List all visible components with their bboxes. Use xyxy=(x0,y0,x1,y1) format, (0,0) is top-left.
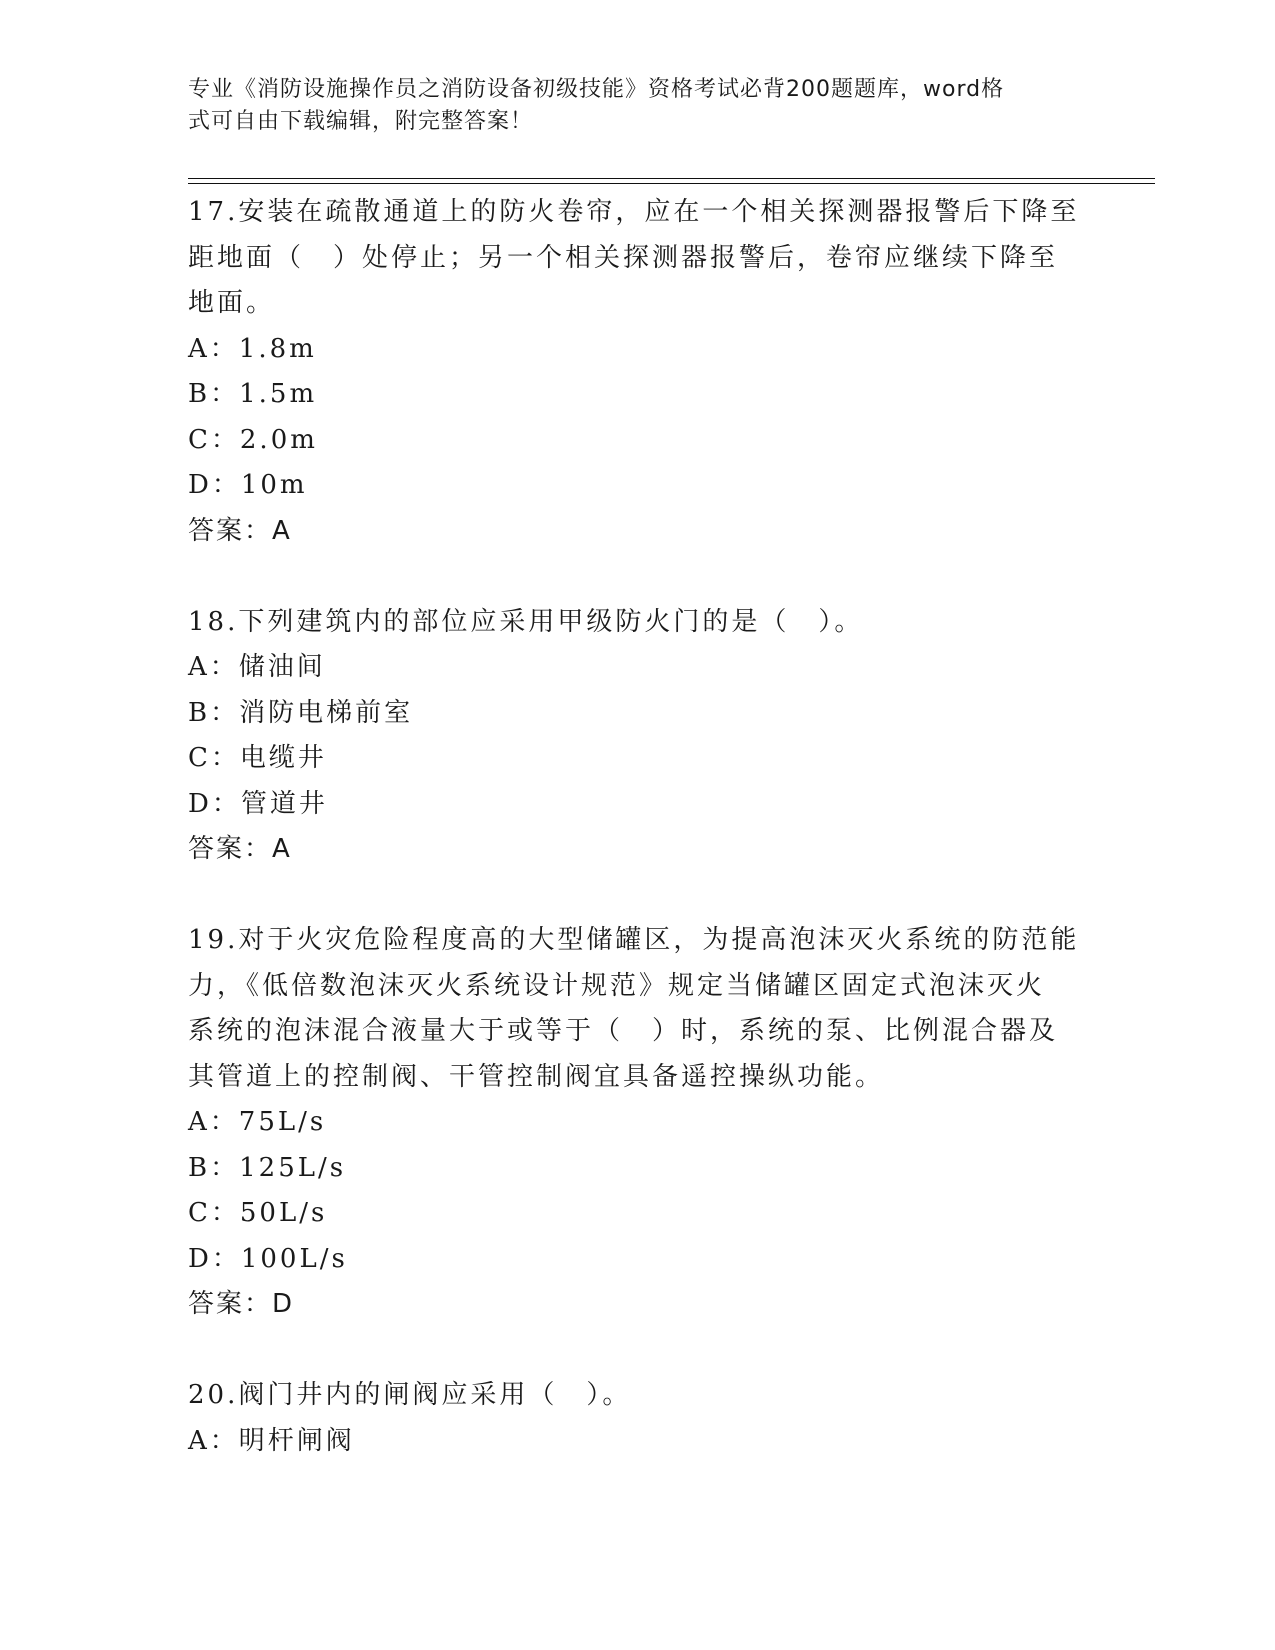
question-19 xyxy=(188,918,1088,1328)
option-c: C：50L/s xyxy=(188,1198,328,1228)
header-divider xyxy=(188,178,1155,179)
question-text: 17.安装在疏散通道上的防火卷帘，应在一个相关探测器报警后下降至 xyxy=(188,197,1080,227)
option-c: C：电缆井 xyxy=(188,743,327,773)
spacer xyxy=(188,554,1088,600)
header-line: 式可自由下载编辑，附完整答案！ xyxy=(188,109,534,134)
spacer xyxy=(188,873,1088,919)
option-b: B：1.5m xyxy=(188,379,318,409)
spacer xyxy=(188,1328,1088,1374)
header-divider xyxy=(188,183,1155,184)
question-text: 20.阀门井内的闸阀应采用（ ）。 xyxy=(188,1380,632,1410)
option-c: C：2.0m xyxy=(188,424,318,455)
answer: 答案：A xyxy=(188,834,292,864)
option-a: A：75L/s xyxy=(188,1107,327,1137)
question-text: 系统的泡沫混合液量大于或等于（ ）时，系统的泵、比例混合器及 xyxy=(188,1016,1059,1046)
question-text: 距地面（ ）处停止；另一个相关探测器报警后，卷帘应继续下降至 xyxy=(188,242,1059,273)
question-text: 地面。 xyxy=(188,288,276,318)
question-18 xyxy=(188,600,1088,873)
option-a: A：1.8m xyxy=(188,333,317,364)
question-text: 力，《低倍数泡沫灭火系统设计规范》规定当储罐区固定式泡沫灭火 xyxy=(188,970,1046,1001)
answer: 答案：D xyxy=(188,1289,295,1319)
question-text: 19.对于火灾危险程度高的大型储罐区，为提高泡沫灭火系统的防范能 xyxy=(188,925,1080,955)
option-d: D：100L/s xyxy=(188,1243,348,1274)
question-text: 18.下列建筑内的部位应采用甲级防火门的是（ ）。 xyxy=(188,606,864,637)
question-text: 其管道上的控制阀、干管控制阀宜具备遥控操纵功能。 xyxy=(188,1061,885,1092)
option-a: A：明杆闸阀 xyxy=(188,1425,355,1456)
header-line: 专业《消防设施操作员之消防设备初级技能》资格考试必背200题题库，word格 xyxy=(188,77,1005,102)
question-list xyxy=(188,190,1088,1464)
question-17 xyxy=(188,190,1088,554)
option-d: D：10m xyxy=(188,470,308,500)
option-b: B：消防电梯前室 xyxy=(188,697,414,728)
document-header xyxy=(188,74,1068,138)
question-20 xyxy=(188,1373,1088,1464)
option-b: B：125L/s xyxy=(188,1152,347,1183)
option-a: A：储油间 xyxy=(188,652,326,682)
answer: 答案：A xyxy=(188,515,292,546)
option-d: D：管道井 xyxy=(188,788,328,819)
